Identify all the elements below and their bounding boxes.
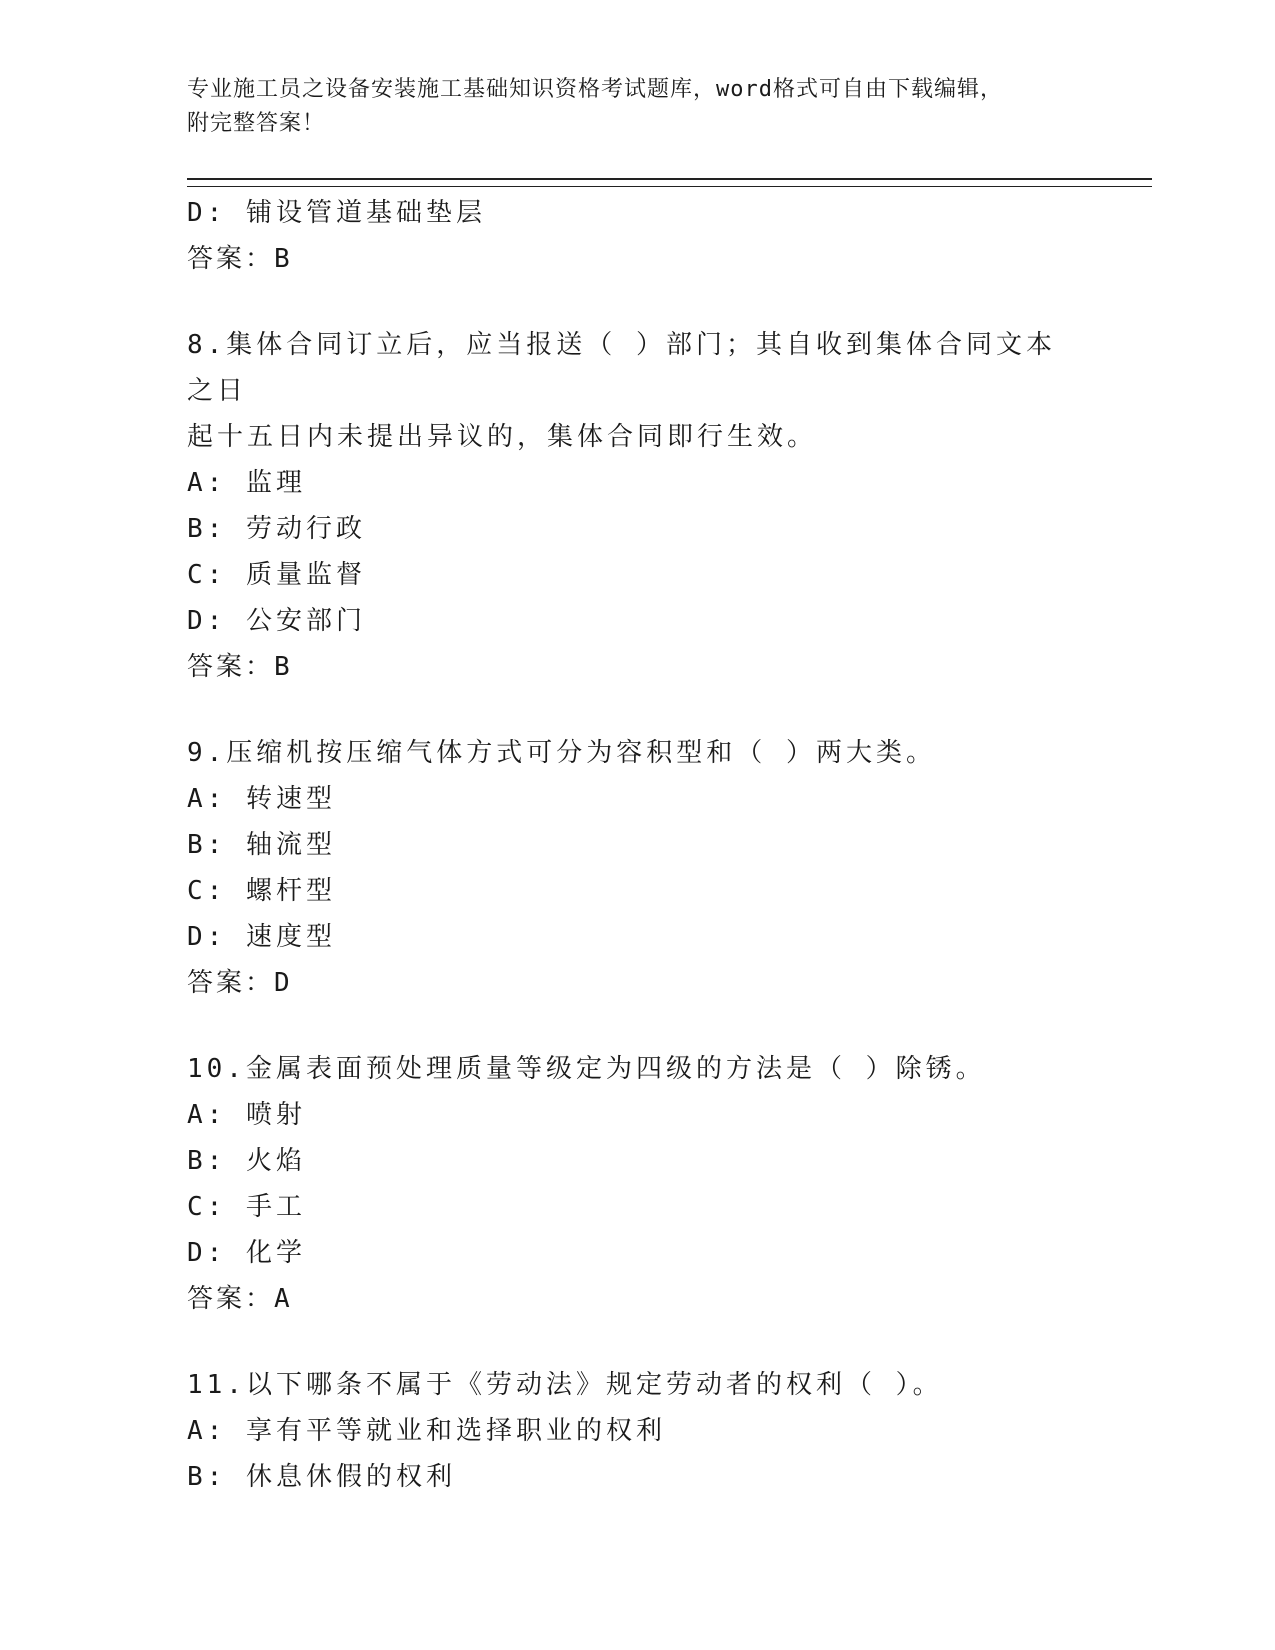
option-b: B: 火焰 [187,1146,306,1176]
question-list [187,190,1087,1500]
option-a: A: 享有平等就业和选择职业的权利 [187,1416,666,1446]
option-b: B: 轴流型 [187,830,336,860]
question-text-line-1: 8.集体合同订立后，应当报送（ ）部门；其自收到集体合同文本之日 [187,330,1056,406]
question-text: 11.以下哪条不属于《劳动法》规定劳动者的权利（ ）。 [187,1370,943,1400]
question-8 [187,322,1087,690]
header-divider [187,178,1152,187]
option-d: D: 化学 [187,1238,306,1268]
option-a: A: 喷射 [187,1100,306,1130]
option-b: B: 劳动行政 [187,514,366,544]
option-d: D: 公安部门 [187,606,366,636]
option-c: C: 螺杆型 [187,876,336,906]
option-a: A: 转速型 [187,784,336,814]
option-a: A: 监理 [187,468,306,498]
answer-line: 答案：D [187,968,293,998]
answer-line: 答案：B [187,244,293,274]
question-text [187,322,1067,460]
question-7-tail [187,190,1087,282]
question-10 [187,1046,1087,1322]
question-11 [187,1362,1087,1500]
answer-line: 答案：B [187,652,293,682]
document-header [187,73,1067,141]
option-b: B: 休息休假的权利 [187,1462,456,1492]
option-d: D: 速度型 [187,922,336,952]
option-c: C: 手工 [187,1192,306,1222]
question-text: 9.压缩机按压缩气体方式可分为容积型和（ ）两大类。 [187,738,936,768]
answer-line: 答案：A [187,1284,293,1314]
header-line-2: 附完整答案！ [187,111,326,136]
question-9 [187,730,1087,1006]
question-text-line-2: 起十五日内未提出异议的，集体合同即行生效。 [187,422,818,452]
option-c: C: 质量监督 [187,560,366,590]
header-line-1: 专业施工员之设备安装施工基础知识资格考试题库，word格式可自由下载编辑， [187,77,1003,102]
question-text: 10.金属表面预处理质量等级定为四级的方法是（ ）除锈。 [187,1054,986,1084]
option-d: D: 铺设管道基础垫层 [187,198,486,228]
